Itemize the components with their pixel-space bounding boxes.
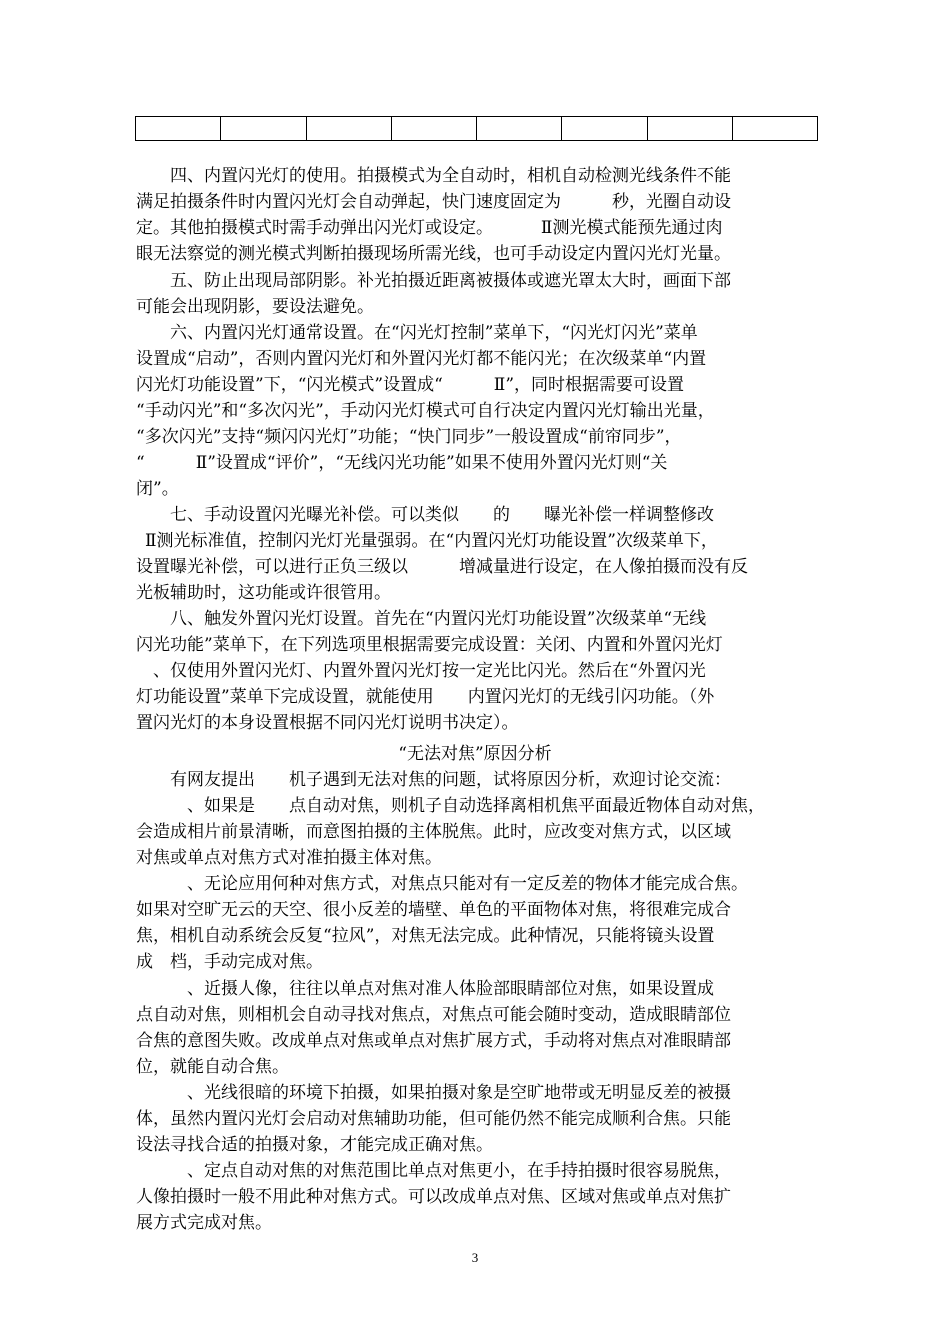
paragraph-line: 六、内置闪光灯通常设置。在“闪光灯控制”菜单下，“闪光灯闪光”菜单 [170, 323, 698, 343]
table-cell [562, 117, 647, 141]
paragraph-line: 成 档，手动完成对焦。 [136, 952, 323, 972]
paragraph-line: 八、触发外置闪光灯设置。首先在“内置闪光灯功能设置”次级菜单“无线 [170, 609, 707, 629]
paragraph-line: 设法寻找合适的拍摄对象，才能完成正确对焦。 [136, 1135, 493, 1155]
paragraph-line: “手动闪光”和“多次闪光”，手动闪光灯模式可自行决定内置闪光灯输出光量， [136, 401, 715, 421]
table-cell [306, 117, 391, 141]
paragraph-line: 展方式完成对焦。 [136, 1213, 272, 1233]
table-cell [221, 117, 306, 141]
paragraph-line: 合焦的意图失败。改成单点对焦或单点对焦扩展方式，手动将对焦点对准眼睛部 [136, 1031, 731, 1051]
paragraph-line: 点自动对焦，则相机会自动寻找对焦点，对焦点可能会随时变动，造成眼睛部位 [136, 1005, 731, 1025]
paragraph-line: 、光线很暗的环境下拍摄，如果拍摄对象是空旷地带或无明显反差的被摄 [153, 1083, 731, 1103]
paragraph-line: 焦，相机自动系统会反复“拉风”，对焦无法完成。此种情况，只能将镜头设置 [136, 926, 715, 946]
paragraph-line: 七、手动设置闪光曝光补偿。可以类似 的 曝光补偿一样调整修改 [170, 505, 714, 525]
paragraph-line: 有网友提出 机子遇到无法对焦的问题，试将原因分析，欢迎讨论交流： [170, 770, 731, 790]
paragraph-line: 灯功能设置”菜单下完成设置，就能使用 内置闪光灯的无线引闪功能。（外 [136, 687, 715, 707]
paragraph-line: 、无论应用何种对焦方式，对焦点只能对有一定反差的物体才能完成合焦。 [153, 874, 748, 894]
paragraph-line: 闪光灯功能设置”下，“闪光模式”设置成“ Ⅱ”，同时根据需要可设置 [136, 375, 685, 395]
paragraph-line: “ Ⅱ”设置成“评价”，“无线闪光功能”如果不使用外置闪光灯则“关 [136, 453, 668, 473]
paragraph-line: 光板辅助时，这功能或许很管用。 [136, 583, 391, 603]
paragraph-line: 对焦或单点对焦方式对准拍摄主体对焦。 [136, 848, 442, 868]
paragraph-line: 可能会出现阴影，要设法避免。 [136, 297, 374, 317]
top-table [135, 116, 818, 141]
paragraph-line: 会造成相片前景清晰，而意图拍摄的主体脱焦。此时，应改变对焦方式，以区域 [136, 822, 731, 842]
paragraph-line: 、近摄人像，往往以单点对焦对准人体脸部眼睛部位对焦，如果设置成 [153, 979, 714, 999]
table-cell [136, 117, 221, 141]
table-cell [647, 117, 732, 141]
paragraph-line: 如果对空旷无云的天空、很小反差的墙壁、单色的平面物体对焦，将很难完成合 [136, 900, 731, 920]
page-number: 3 [471, 1250, 479, 1265]
paragraph-line: 置闪光灯的本身设置根据不同闪光灯说明书决定）。 [136, 713, 519, 733]
paragraph-line: “多次闪光”支持“频闪闪光灯”功能；“快门同步”一般设置成“前帘同步”， [136, 427, 682, 447]
table-cell [732, 117, 817, 141]
paragraph-line: 满足拍摄条件时内置闪光灯会自动弹起，快门速度固定为 秒，光圈自动设 [136, 192, 731, 212]
paragraph-line: 、仅使用外置闪光灯、内置外置闪光灯按一定光比闪光。然后在“外置闪光 [136, 661, 706, 681]
section-heading: “无法对焦”原因分析 [398, 744, 552, 764]
paragraph-line: 设置曝光补偿，可以进行正负三级以 增减量进行设定，在人像拍摄而没有反 [136, 557, 748, 577]
paragraph-line: 眼无法察觉的测光模式判断拍摄现场所需光线，也可手动设定内置闪光灯光量。 [136, 244, 731, 264]
paragraph-line: 定。其他拍摄模式时需手动弹出闪光灯或设定。 Ⅱ测光模式能预先通过肉 [136, 218, 723, 238]
paragraph-line: 位，就能自动合焦。 [136, 1057, 289, 1077]
paragraph-line: 四、内置闪光灯的使用。拍摄模式为全自动时，相机自动检测光线条件不能 [170, 166, 731, 186]
paragraph-line: 、定点自动对焦的对焦范围比单点对焦更小，在手持拍摄时很容易脱焦， [153, 1161, 731, 1181]
table-cell [477, 117, 562, 141]
paragraph-line: 闭”。 [136, 479, 179, 499]
paragraph-line: 设置成“启动”，否则内置闪光灯和外置闪光灯都不能闪光；在次级菜单“内置 [136, 349, 707, 369]
paragraph-line: 人像拍摄时一般不用此种对焦方式。可以改成单点对焦、区域对焦或单点对焦扩 [136, 1187, 731, 1207]
paragraph-line: 、如果是 点自动对焦，则机子自动选择离相机焦平面最近物体自动对焦， [153, 796, 765, 816]
paragraph-line: 体，虽然内置闪光灯会启动对焦辅助功能，但可能仍然不能完成顺利合焦。只能 [136, 1109, 731, 1129]
paragraph-line: 闪光功能”菜单下，在下列选项里根据需要完成设置：关闭、内置和外置闪光灯 [136, 635, 723, 655]
paragraph-line: 五、防止出现局部阴影。补光拍摄近距离被摄体或遮光罩太大时，画面下部 [170, 271, 731, 291]
table-cell [391, 117, 476, 141]
paragraph-line: Ⅱ测光标准值，控制闪光灯光量强弱。在“内置闪光灯功能设置”次级菜单下， [145, 531, 718, 551]
table-row [136, 117, 818, 141]
